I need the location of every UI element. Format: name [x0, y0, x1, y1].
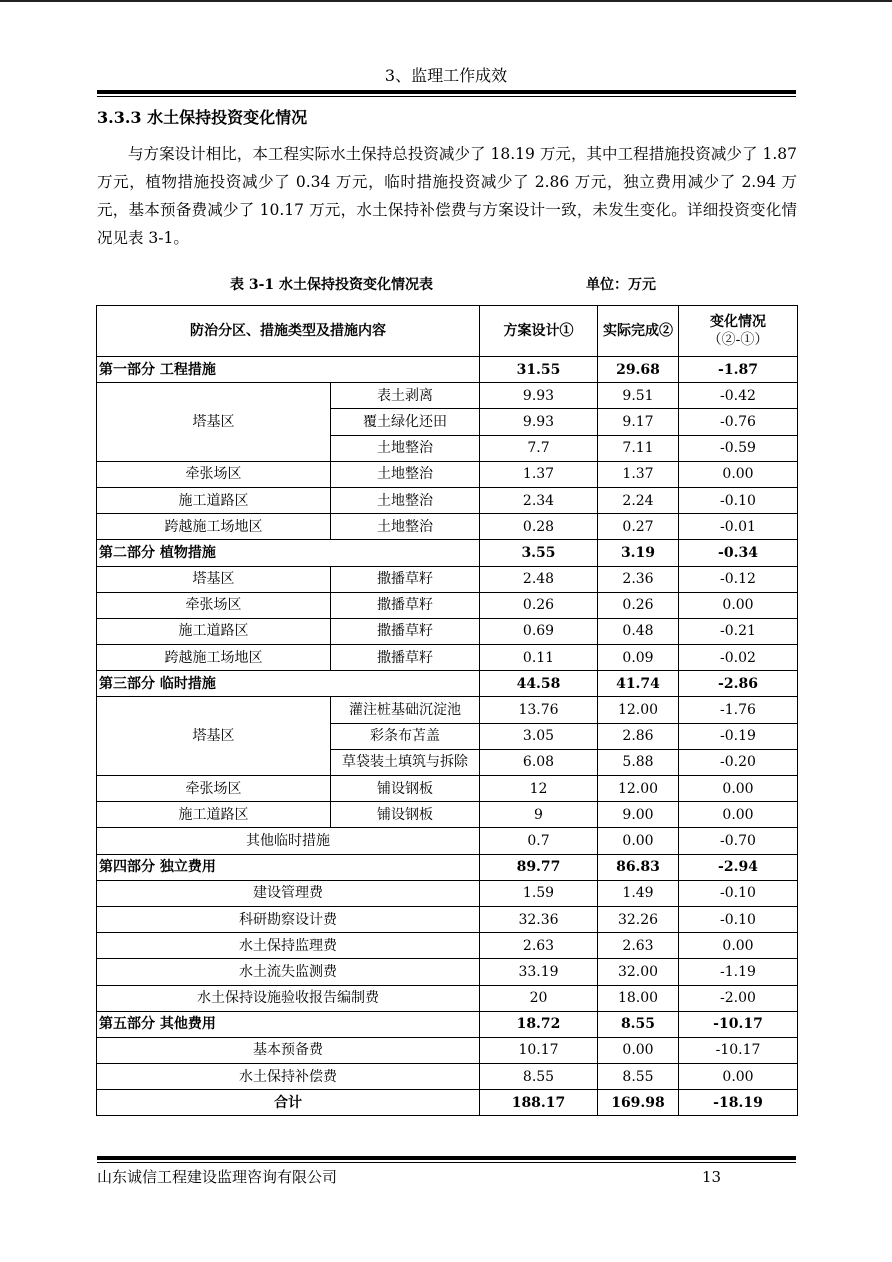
design-value: 0.69 — [480, 618, 598, 644]
footer-rule-thick — [97, 1156, 796, 1160]
measure-cell: 撒播草籽 — [331, 618, 480, 644]
actual-value: 7.11 — [598, 435, 679, 461]
change-value: -2.86 — [679, 671, 798, 697]
item-cell: 水土保持监理费 — [97, 933, 480, 959]
actual-value: 0.48 — [598, 618, 679, 644]
measure-cell: 灌注桩基础沉淀池 — [331, 697, 480, 723]
actual-value: 3.19 — [598, 540, 679, 566]
actual-value: 12.00 — [598, 776, 679, 802]
zone-cell: 跨越施工场地区 — [97, 645, 331, 671]
table-caption: 表 3-1 水土保持投资变化情况表 — [230, 277, 434, 293]
measure-cell: 彩条布苫盖 — [331, 723, 480, 749]
actual-value: 169.98 — [598, 1090, 679, 1116]
design-value: 44.58 — [480, 671, 598, 697]
item-cell: 基本预备费 — [97, 1037, 480, 1063]
measure-cell: 撒播草籽 — [331, 592, 480, 618]
change-value: -0.59 — [679, 435, 798, 461]
zone-cell: 施工道路区 — [97, 487, 331, 513]
table-row — [97, 514, 798, 540]
change-value: -0.10 — [679, 487, 798, 513]
change-value: -0.42 — [679, 383, 798, 409]
measure-cell: 撒播草籽 — [331, 566, 480, 592]
table-row — [97, 933, 798, 959]
table-row — [97, 776, 798, 802]
measure-cell: 土地整治 — [331, 435, 480, 461]
table-row — [97, 697, 798, 723]
design-value: 13.76 — [480, 697, 598, 723]
investment-table — [96, 305, 798, 1116]
table-row — [97, 566, 798, 592]
change-value: -10.17 — [679, 1011, 798, 1037]
header-rule-thin — [97, 96, 796, 97]
measure-cell: 铺设钢板 — [331, 802, 480, 828]
design-value: 10.17 — [480, 1037, 598, 1063]
zone-cell: 施工道路区 — [97, 618, 331, 644]
design-value: 33.19 — [480, 959, 598, 985]
actual-value: 2.36 — [598, 566, 679, 592]
design-value: 12 — [480, 776, 598, 802]
design-value: 6.08 — [480, 749, 598, 775]
part-row-vegetation — [97, 540, 798, 566]
table-row — [97, 461, 798, 487]
item-cell: 建设管理费 — [97, 880, 480, 906]
actual-value: 0.27 — [598, 514, 679, 540]
design-value: 2.48 — [480, 566, 598, 592]
design-value: 18.72 — [480, 1011, 598, 1037]
part-row-engineering — [97, 357, 798, 383]
zone-cell: 跨越施工场地区 — [97, 514, 331, 540]
measure-cell: 覆土绿化还田 — [331, 409, 480, 435]
actual-value: 8.55 — [598, 1011, 679, 1037]
actual-value: 86.83 — [598, 854, 679, 880]
page-number: 13 — [702, 1168, 722, 1186]
part-name: 第三部分 临时措施 — [97, 671, 480, 697]
actual-value: 9.51 — [598, 383, 679, 409]
design-value: 3.55 — [480, 540, 598, 566]
actual-value: 12.00 — [598, 697, 679, 723]
header-change — [679, 306, 798, 357]
part-name: 第二部分 植物措施 — [97, 540, 480, 566]
part-name: 第五部分 其他费用 — [97, 1011, 480, 1037]
change-value: -0.21 — [679, 618, 798, 644]
item-cell: 水土流失监测费 — [97, 959, 480, 985]
change-value: -0.34 — [679, 540, 798, 566]
change-value: -0.01 — [679, 514, 798, 540]
item-cell: 水土保持补偿费 — [97, 1064, 480, 1090]
change-value: -0.02 — [679, 645, 798, 671]
change-value: 0.00 — [679, 592, 798, 618]
actual-value: 9.00 — [598, 802, 679, 828]
table-row — [97, 1064, 798, 1090]
measure-cell: 表土剥离 — [331, 383, 480, 409]
table-unit: 单位：万元 — [586, 277, 656, 293]
design-value: 9.93 — [480, 383, 598, 409]
item-cell: 科研勘察设计费 — [97, 906, 480, 932]
change-value: -0.76 — [679, 409, 798, 435]
change-value: -0.70 — [679, 828, 798, 854]
change-value: 0.00 — [679, 776, 798, 802]
table-row — [97, 959, 798, 985]
body-paragraph: 与方案设计相比，本工程实际水土保持总投资减少了 18.19 万元，其中工程措施投资减少了 1.87 万元，植物措施投资减少了 0.34 万元，临时措施投资减少了 2.86 万元，独立费用减少了 2.94 万元，基本预备费减少了 10.17 万元，水土保持补偿费与方案设计一致，未发生变化。详细投资变化情况见表 3-1。 — [97, 145, 797, 247]
actual-value: 32.26 — [598, 906, 679, 932]
design-value: 20 — [480, 985, 598, 1011]
zone-cell: 牵张场区 — [97, 776, 331, 802]
design-value: 1.59 — [480, 880, 598, 906]
zone-cell: 牵张场区 — [97, 461, 331, 487]
actual-value: 29.68 — [598, 357, 679, 383]
item-cell: 水土保持设施验收报告编制费 — [97, 985, 480, 1011]
design-value: 32.36 — [480, 906, 598, 932]
design-value: 89.77 — [480, 854, 598, 880]
part-name: 第四部分 独立费用 — [97, 854, 480, 880]
header-item: 防治分区、措施类型及措施内容 — [97, 306, 480, 357]
change-value: -0.20 — [679, 749, 798, 775]
design-value: 0.28 — [480, 514, 598, 540]
part-row-other-costs — [97, 1011, 798, 1037]
actual-value: 5.88 — [598, 749, 679, 775]
actual-value: 32.00 — [598, 959, 679, 985]
actual-value: 1.37 — [598, 461, 679, 487]
change-value: -0.10 — [679, 880, 798, 906]
total-row — [97, 1090, 798, 1116]
design-value: 188.17 — [480, 1090, 598, 1116]
header-change-line1: 变化情况 — [710, 314, 766, 330]
table-row — [97, 487, 798, 513]
actual-value: 0.26 — [598, 592, 679, 618]
zone-cell: 牵张场区 — [97, 592, 331, 618]
actual-value: 18.00 — [598, 985, 679, 1011]
actual-value: 0.00 — [598, 1037, 679, 1063]
measure-cell: 土地整治 — [331, 514, 480, 540]
change-value: 0.00 — [679, 933, 798, 959]
header-design: 方案设计① — [480, 306, 598, 357]
measure-cell: 土地整治 — [331, 461, 480, 487]
change-value: -0.12 — [679, 566, 798, 592]
design-value: 3.05 — [480, 723, 598, 749]
change-value: -18.19 — [679, 1090, 798, 1116]
design-value: 8.55 — [480, 1064, 598, 1090]
design-value: 31.55 — [480, 357, 598, 383]
design-value: 0.7 — [480, 828, 598, 854]
actual-value: 2.86 — [598, 723, 679, 749]
actual-value: 0.00 — [598, 828, 679, 854]
zone-cell: 塔基区 — [97, 697, 331, 776]
design-value: 9.93 — [480, 409, 598, 435]
design-value: 7.7 — [480, 435, 598, 461]
part-row-independent — [97, 854, 798, 880]
actual-value: 2.63 — [598, 933, 679, 959]
header-actual: 实际完成② — [598, 306, 679, 357]
table-row — [97, 906, 798, 932]
table-row — [97, 645, 798, 671]
actual-value: 8.55 — [598, 1064, 679, 1090]
footer-company: 山东诚信工程建设监理咨询有限公司 — [97, 1168, 338, 1186]
table-row — [97, 802, 798, 828]
section-heading: 3.3.3 水土保持投资变化情况 — [97, 108, 308, 127]
footer-rule-thin — [97, 1162, 796, 1163]
table-row — [97, 1037, 798, 1063]
design-value: 0.26 — [480, 592, 598, 618]
table-row — [97, 383, 798, 409]
part-row-temporary — [97, 671, 798, 697]
table-header-row — [97, 306, 798, 357]
measure-cell: 土地整治 — [331, 487, 480, 513]
table-row — [97, 618, 798, 644]
change-value: -10.17 — [679, 1037, 798, 1063]
measure-cell: 撒播草籽 — [331, 645, 480, 671]
change-value: -0.19 — [679, 723, 798, 749]
design-value: 2.63 — [480, 933, 598, 959]
zone-cell: 施工道路区 — [97, 802, 331, 828]
change-value: 0.00 — [679, 461, 798, 487]
table-row — [97, 592, 798, 618]
actual-value: 41.74 — [598, 671, 679, 697]
item-cell: 其他临时措施 — [97, 828, 480, 854]
running-header-title: 3、监理工作成效 — [384, 66, 508, 85]
change-value: -1.87 — [679, 357, 798, 383]
change-value: -2.00 — [679, 985, 798, 1011]
design-value: 0.11 — [480, 645, 598, 671]
measure-cell: 铺设钢板 — [331, 776, 480, 802]
actual-value: 1.49 — [598, 880, 679, 906]
change-value: 0.00 — [679, 802, 798, 828]
change-value: -1.19 — [679, 959, 798, 985]
header-rule-thick — [97, 90, 796, 94]
change-value: -0.10 — [679, 906, 798, 932]
measure-cell: 草袋装土填筑与拆除 — [331, 749, 480, 775]
actual-value: 0.09 — [598, 645, 679, 671]
actual-value: 2.24 — [598, 487, 679, 513]
design-value: 2.34 — [480, 487, 598, 513]
zone-cell: 塔基区 — [97, 383, 331, 462]
table-row — [97, 828, 798, 854]
page-top-edge — [0, 0, 892, 2]
header-change-line2: （②-①） — [707, 332, 769, 348]
change-value: -1.76 — [679, 697, 798, 723]
design-value: 9 — [480, 802, 598, 828]
change-value: 0.00 — [679, 1064, 798, 1090]
table-row — [97, 880, 798, 906]
total-label: 合计 — [97, 1090, 480, 1116]
part-name: 第一部分 工程措施 — [97, 357, 480, 383]
change-value: -2.94 — [679, 854, 798, 880]
table-row — [97, 985, 798, 1011]
actual-value: 9.17 — [598, 409, 679, 435]
design-value: 1.37 — [480, 461, 598, 487]
zone-cell: 塔基区 — [97, 566, 331, 592]
